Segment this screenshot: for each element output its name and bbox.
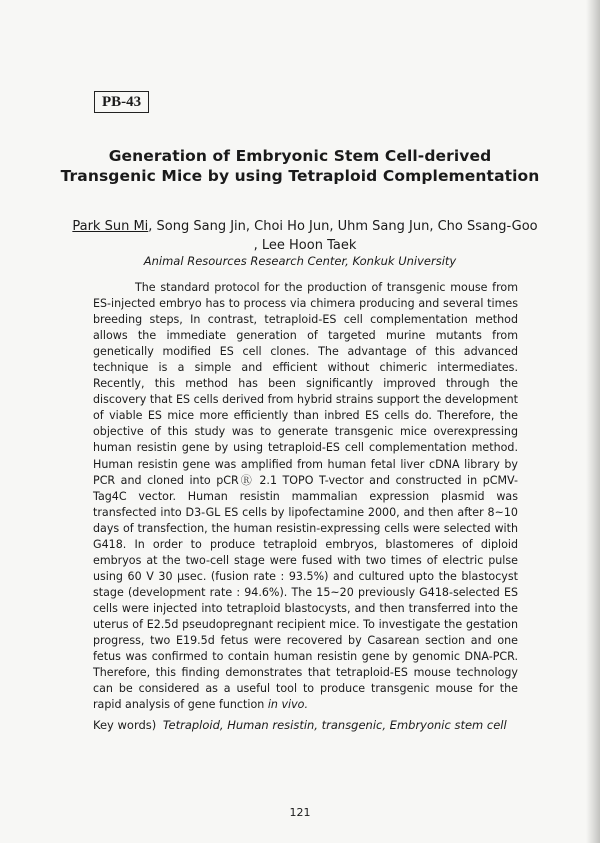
keywords-terms: Tetraploid, Human resistin, transgenic, Embryonic stem cell [162,718,507,732]
keywords [93,718,533,732]
first-author: Park Sun Mi [72,219,149,234]
page-number: 121 [289,806,311,819]
scan-edge-shadow [586,0,600,843]
affiliation: Animal Resources Research Center, Konkuk University [143,254,457,268]
co-authors: , Song Sang Jin, Choi Ho Jun, Uhm Sang Jun, Cho Ssang-Goo , Lee Hoon Taek [148,219,538,253]
abstract-text: The standard protocol for the production of transgenic mouse from ES-injected embryo has to process via chimera producing and several times breeding steps, In contrast, tetraploid-ES cell complementation method allows the immediate generation of targeted murine mutants from genetically modified ES cell clones. The advantage of this advanced technique is a simple and efficient without chimeric intermediates. Recently, this method has been significantly improved through the discovery that ES cells derived from hybrid strains support the development of viable ES mice more efficiently than inbred ES cells do. Therefore, the objective of this study was to generate transgenic mice overexpressing human resistin gene by using tetraploid-ES cell complementation method. Human resistin gene was amplified from human fetal liver cDNA library by PCR and cloned into pCRⓇ 2.1 TOPO T-vector and constructed in pCMV-Tag4C vector. Human resistin mammalian expression plasmid was transfected into D3-GL ES cells by lipofectamine 2000, and then after 8~10 days of transfection, the human resistin-expressing cells were selected with G418. In order to produce tetraploid embryos, blastomeres of diploid embryos at the two-cell stage were fused with two times of electric pulse using 60 V 30 μsec. (fusion rate : 93.5%) and cultured upto the blastocyst stage (development rate : 94.6%). The 15~20 previously G418-selected ES cells were injected into tetraploid blastocysts, and then transferred into the uterus of E2.5d pseudopregnant recipient mice. To investigate the gestation progress, two E19.5d fetus were recovered by Casarean section and one fetus was confirmed to contain human resistin gene by genomic DNA-PCR. Therefore, this finding demonstrates that tetraploid-ES mouse technology can be considered as a useful tool to produce transgenic mouse for the rapid analysis of gene function [93,281,518,712]
poster-badge: PB-43 [94,91,149,113]
keywords-label: Key words) [93,718,157,732]
author-list [70,217,540,255]
abstract-body [93,280,518,713]
paper-title: Generation of Embryonic Stem Cell-derived Transgenic Mice by using Tetraploid Complementation [60,147,540,185]
abstract-in-vivo: in vivo. [267,698,308,712]
